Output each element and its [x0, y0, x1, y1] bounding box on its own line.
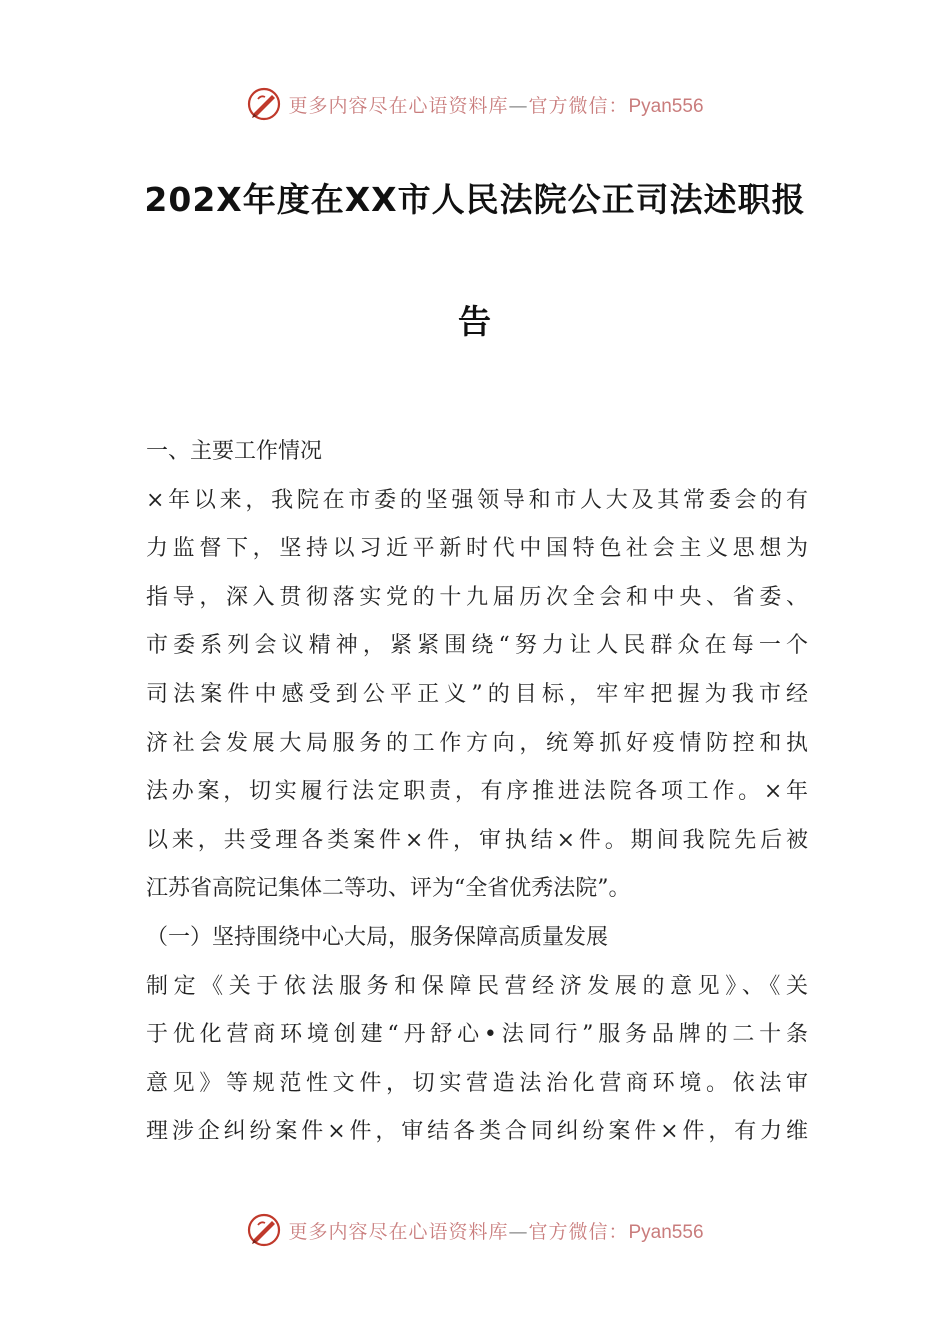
watermark-contact-label: 官方微信：	[528, 94, 629, 117]
section-heading: 一、主要工作情况	[146, 439, 323, 464]
body-line: 指导，深入贯彻落实党的十九届历次全会和中央、省委、	[146, 584, 808, 610]
watermark-separator: —	[508, 1220, 529, 1243]
watermark-contact-id: Pyan556	[628, 95, 704, 117]
pen-logo-icon	[246, 86, 282, 122]
document-body	[146, 428, 808, 1157]
subsection-heading: （一）坚持围绕中心大局，服务保障高质量发展	[146, 924, 609, 950]
body-line: 理涉企纠纷案件×件，审结各类合同纠纷案件×件，有力维	[146, 1119, 808, 1145]
watermark-footer	[0, 1210, 950, 1250]
body-line: ×年以来，我院在市委的坚强领导和市人大及其常委会的有	[146, 487, 808, 513]
body-line: 于优化营商环境创建“丹舒心•法同行”服务品牌的二十条	[146, 1022, 808, 1048]
body-line: 济社会发展大局服务的工作方向，统筹抓好疫情防控和执	[146, 730, 808, 756]
watermark-text	[288, 1217, 703, 1244]
watermark-separator: —	[508, 94, 529, 117]
body-line: 江苏省高院记集体二等功、评为“全省优秀法院”。	[146, 876, 631, 902]
body-line: 意见》等规范性文件，切实营造法治化营商环境。依法审	[146, 1070, 808, 1096]
document-title-line-2: 告	[458, 302, 492, 341]
body-line: 市委系列会议精神，紧紧围绕“努力让人民群众在每一个	[146, 633, 808, 659]
body-line: 司法案件中感受到公平正义”的目标，牢牢把握为我市经	[146, 681, 808, 707]
body-line: 以来，共受理各类案件×件，审执结×件。期间我院先后被	[146, 827, 808, 853]
watermark-header	[0, 84, 950, 124]
watermark-slogan: 更多内容尽在心语资料库	[288, 1220, 509, 1243]
body-line: 制定《关于依法服务和保障民营经济发展的意见》、《关	[146, 973, 808, 999]
watermark-contact-label: 官方微信：	[528, 1220, 629, 1243]
body-line: 法办案，切实履行法定职责，有序推进法院各项工作。×年	[146, 779, 808, 805]
body-line: 力监督下，坚持以习近平新时代中国特色社会主义思想为	[146, 536, 808, 562]
watermark-contact-id: Pyan556	[628, 1221, 704, 1243]
watermark-text	[288, 91, 703, 118]
pen-logo-icon	[246, 1212, 282, 1248]
watermark-slogan: 更多内容尽在心语资料库	[288, 94, 509, 117]
document-title-line-1: 202X年度在XX市人民法院公正司法述职报	[144, 180, 806, 219]
